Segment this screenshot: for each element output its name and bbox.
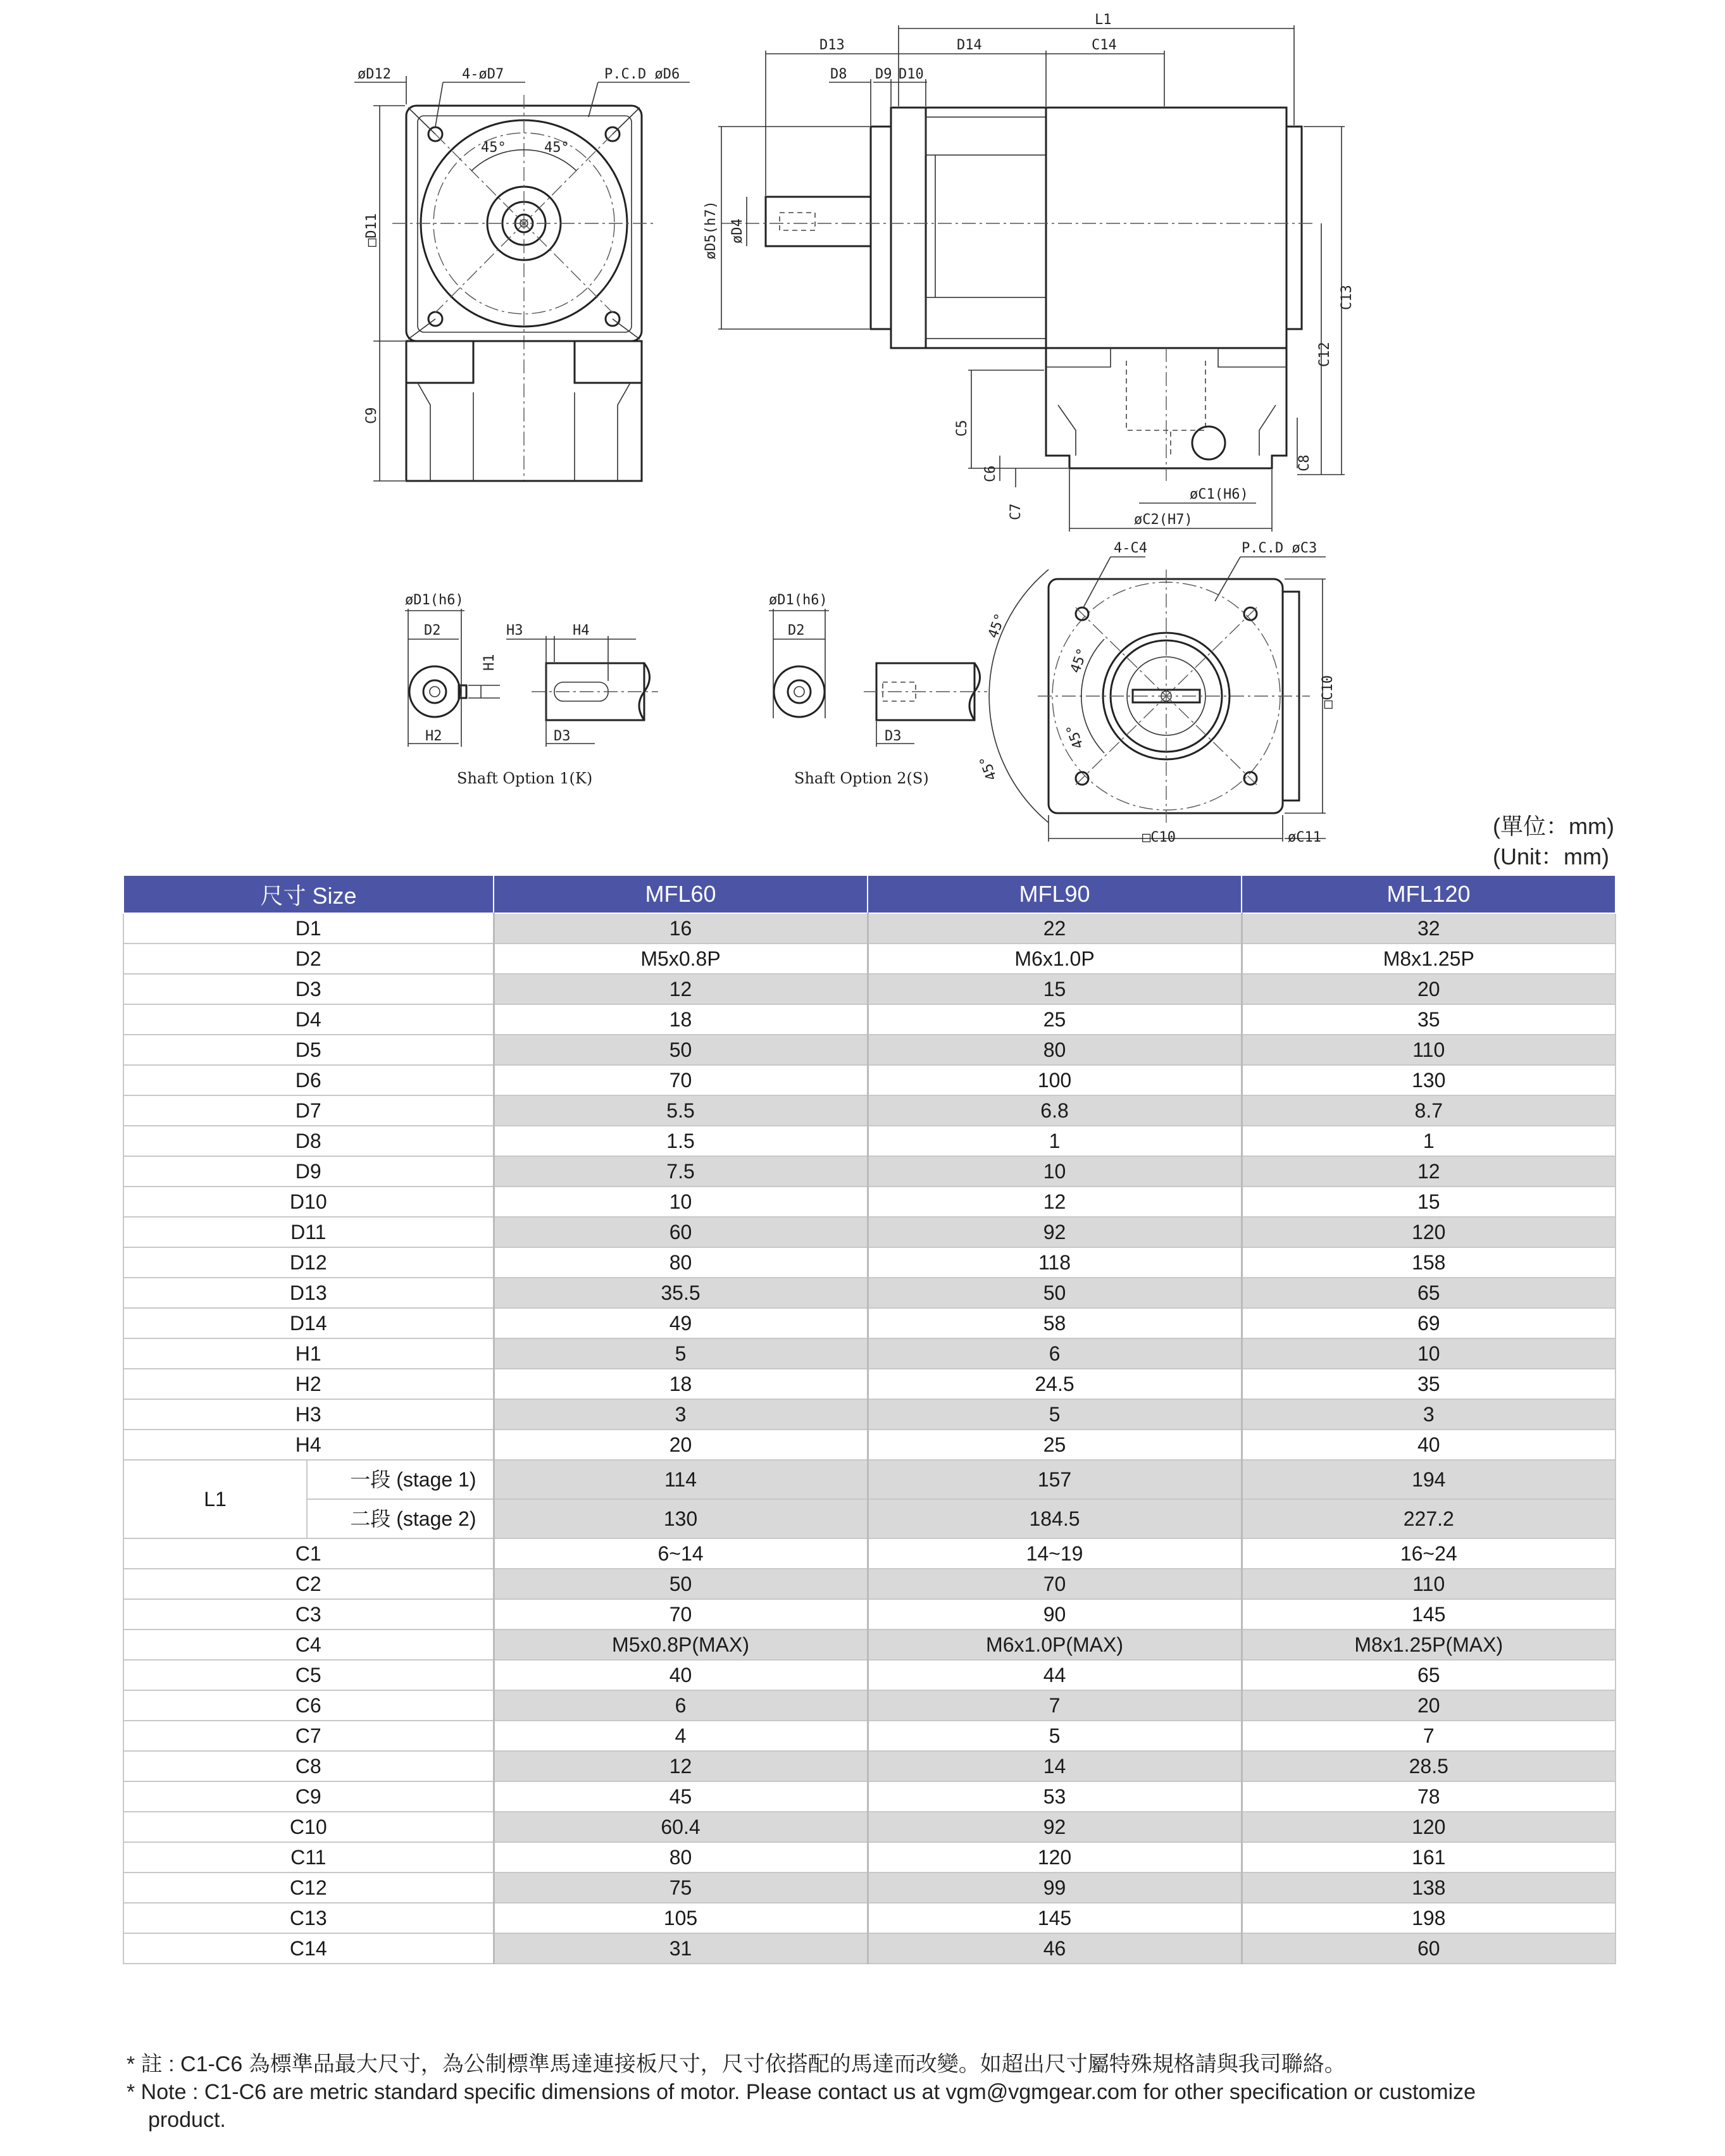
cell-value: 80: [868, 1035, 1242, 1065]
cell-value: 49: [494, 1308, 868, 1338]
cell-value: 120: [868, 1842, 1242, 1872]
row-label: D3: [123, 974, 494, 1004]
table-row: [123, 1430, 1616, 1460]
cell-value: 100: [868, 1065, 1242, 1095]
cell-value: 18: [494, 1369, 868, 1399]
cell-value: M6x1.0P(MAX): [868, 1629, 1242, 1660]
cell-value: 22: [868, 913, 1242, 944]
cell-value: 10: [1242, 1338, 1616, 1369]
cell-value: 12: [1242, 1156, 1616, 1187]
cell-value: 99: [868, 1872, 1242, 1903]
cell-value: 114: [494, 1460, 868, 1499]
cell-value: 70: [868, 1569, 1242, 1599]
cell-value: 110: [1242, 1035, 1616, 1065]
s1-label-h2: H2: [425, 728, 442, 744]
row-label: C3: [123, 1599, 494, 1629]
cell-value: 20: [1242, 974, 1616, 1004]
row-label: D5: [123, 1035, 494, 1065]
cell-value: 6: [494, 1690, 868, 1721]
cell-value: 70: [494, 1599, 868, 1629]
table-row: [123, 1278, 1616, 1308]
note-en-line1: * Note : C1-C6 are metric standard specific dimensions of motor. Please contact us at vgm@vgmgear.com for other specification or customize: [127, 2080, 1476, 2104]
table-row: [123, 1872, 1616, 1903]
row-label: C9: [123, 1781, 494, 1812]
cell-value: 75: [494, 1872, 868, 1903]
cell-value: 7: [1242, 1721, 1616, 1751]
table-row: [123, 1599, 1616, 1629]
stage1-label: 一段 (stage 1): [307, 1460, 494, 1499]
s1-label-h1: H1: [482, 654, 497, 671]
cell-value: 194: [1242, 1460, 1616, 1499]
table-row: [123, 1629, 1616, 1660]
cell-value: 92: [868, 1217, 1242, 1247]
cell-value: 6.8: [868, 1095, 1242, 1126]
cell-value: 145: [1242, 1599, 1616, 1629]
row-label: C4: [123, 1629, 494, 1660]
cell-value: 18: [494, 1004, 868, 1035]
s1-label-d2: D2: [424, 623, 441, 639]
label-c6: C6: [983, 465, 999, 482]
note-en-line2: product.: [148, 2108, 226, 2132]
cell-value: 158: [1242, 1247, 1616, 1278]
table-row: [123, 1247, 1616, 1278]
table-row: [123, 1690, 1616, 1721]
cell-value: 35.5: [494, 1278, 868, 1308]
table-row: [123, 1004, 1616, 1035]
footnotes: [127, 2050, 1607, 2134]
cell-value: 35: [1242, 1369, 1616, 1399]
cell-value: 90: [868, 1599, 1242, 1629]
cell-value: 161: [1242, 1842, 1616, 1872]
cell-value: 6: [868, 1338, 1242, 1369]
units-note: [1493, 811, 1614, 872]
table-row: [123, 1812, 1616, 1842]
cell-value: 7: [868, 1690, 1242, 1721]
cell-value: 44: [868, 1660, 1242, 1690]
cell-value: 1.5: [494, 1126, 868, 1156]
cell-value: 50: [868, 1278, 1242, 1308]
cell-value: 5: [868, 1399, 1242, 1430]
row-label: D2: [123, 944, 494, 974]
cell-value: 50: [494, 1035, 868, 1065]
row-label: D9: [123, 1156, 494, 1187]
cell-value: 92: [868, 1812, 1242, 1842]
s2-label-d1: øD1(h6): [769, 592, 828, 608]
label-angle-b: 45°: [544, 140, 570, 156]
mf-label-angle-b: 45°: [976, 753, 1000, 783]
label-d7: 4-øD7: [462, 66, 504, 82]
mf-label-angle-c: 45°: [1068, 646, 1092, 676]
table-row: [123, 1187, 1616, 1217]
dimension-table: [123, 875, 1616, 1964]
cell-value: 4: [494, 1721, 868, 1751]
label-c9: C9: [364, 407, 380, 424]
cell-value: 7.5: [494, 1156, 868, 1187]
cell-value: 40: [1242, 1430, 1616, 1460]
cell-value: 20: [1242, 1690, 1616, 1721]
cell-value: M6x1.0P: [868, 944, 1242, 974]
cell-value: 45: [494, 1781, 868, 1812]
mf-label-c11: øC11: [1288, 830, 1321, 845]
row-label: C14: [123, 1933, 494, 1964]
header-mfl90: MFL90: [868, 875, 1242, 913]
cell-value: 31: [494, 1933, 868, 1964]
label-d10: D10: [899, 66, 924, 82]
table-row: [123, 1660, 1616, 1690]
shaft-option-2: [769, 592, 987, 787]
label-c7: C7: [1008, 503, 1024, 520]
shaft-option-2-caption: Shaft Option 2(S): [794, 770, 929, 787]
row-label: H1: [123, 1338, 494, 1369]
label-d12: øD12: [358, 66, 391, 82]
label-c2: øC2(H7): [1134, 512, 1193, 528]
row-label: D6: [123, 1065, 494, 1095]
cell-value: 12: [494, 974, 868, 1004]
cell-value: 80: [494, 1842, 868, 1872]
table-row: [123, 1035, 1616, 1065]
cell-value: M5x0.8P(MAX): [494, 1629, 868, 1660]
table-row: [123, 1933, 1616, 1964]
s1-label-d1: øD1(h6): [405, 592, 464, 608]
cell-value: 1: [868, 1126, 1242, 1156]
row-label: C13: [123, 1903, 494, 1933]
header-mfl120: MFL120: [1242, 875, 1616, 913]
shaft-option-1-caption: Shaft Option 1(K): [457, 770, 593, 787]
row-label: C10: [123, 1812, 494, 1842]
label-d9: D9: [875, 66, 892, 82]
header-size: 尺寸 Size: [123, 875, 494, 913]
table-row: [123, 974, 1616, 1004]
cell-value: 8.7: [1242, 1095, 1616, 1126]
cell-value: 12: [868, 1187, 1242, 1217]
cell-value: 10: [494, 1187, 868, 1217]
row-label: D11: [123, 1217, 494, 1247]
motor-flange-view: [977, 540, 1336, 845]
label-c5: C5: [954, 420, 970, 437]
mf-label-c10: □C10: [1320, 675, 1336, 709]
cell-value: 5: [494, 1338, 868, 1369]
row-label: H4: [123, 1430, 494, 1460]
table-row: [123, 1156, 1616, 1187]
table-row-l1-stage2: [123, 1499, 1616, 1538]
row-label: D13: [123, 1278, 494, 1308]
row-label: D10: [123, 1187, 494, 1217]
s2-label-d3: D3: [885, 728, 902, 744]
cell-value: 80: [494, 1247, 868, 1278]
table-row: [123, 1842, 1616, 1872]
label-d14: D14: [957, 37, 982, 53]
cell-value: 28.5: [1242, 1751, 1616, 1781]
cell-value: 25: [868, 1430, 1242, 1460]
shaft-option-1: [405, 592, 658, 787]
table-row: [123, 1217, 1616, 1247]
cell-value: 58: [868, 1308, 1242, 1338]
cell-value: 130: [494, 1499, 868, 1538]
label-c12: C12: [1317, 342, 1333, 367]
label-c1: øC1(H6): [1190, 487, 1249, 502]
row-label: H2: [123, 1369, 494, 1399]
cell-value: 110: [1242, 1569, 1616, 1599]
cell-value: 70: [494, 1065, 868, 1095]
cell-value: 65: [1242, 1278, 1616, 1308]
label-d5: øD5(h7): [703, 201, 719, 259]
note-zh: * 註 : C1-C6 為標準品最大尺寸，為公制標準馬達連接板尺寸，尺寸依搭配的馬達而改變。如超出尺寸屬特殊規格請與我司聯絡。: [127, 2052, 1346, 2076]
label-c13: C13: [1339, 285, 1355, 310]
cell-value: 69: [1242, 1308, 1616, 1338]
header-mfl60: MFL60: [494, 875, 868, 913]
cell-value: 60: [494, 1217, 868, 1247]
mf-label-c3: P.C.D øC3: [1242, 540, 1317, 556]
stage2-label: 二段 (stage 2): [307, 1499, 494, 1538]
cell-value: 184.5: [868, 1499, 1242, 1538]
row-label: C2: [123, 1569, 494, 1599]
cell-value: 20: [494, 1430, 868, 1460]
table-body-top: [123, 913, 1616, 1460]
mf-label-c10-bottom: □C10: [1142, 830, 1176, 845]
s2-label-d2: D2: [788, 623, 805, 639]
cell-value: M5x0.8P: [494, 944, 868, 974]
cell-value: M8x1.25P: [1242, 944, 1616, 974]
row-label: C11: [123, 1842, 494, 1872]
mf-label-angle-d: 45°: [1063, 721, 1087, 751]
cell-value: 3: [494, 1399, 868, 1430]
table-row: [123, 1065, 1616, 1095]
cell-value: 60: [1242, 1933, 1616, 1964]
label-d11: □D11: [364, 213, 380, 247]
mf-label-angle-a: 45°: [985, 611, 1009, 641]
cell-value: 3: [1242, 1399, 1616, 1430]
row-label: C1: [123, 1538, 494, 1569]
cell-value: 5: [868, 1721, 1242, 1751]
row-label: C5: [123, 1660, 494, 1690]
cell-value: 14~19: [868, 1538, 1242, 1569]
front-view: [354, 66, 690, 481]
table-row: [123, 913, 1616, 944]
technical-drawing: [0, 0, 1725, 848]
cell-value: 130: [1242, 1065, 1616, 1095]
cell-value: M8x1.25P(MAX): [1242, 1629, 1616, 1660]
cell-value: 105: [494, 1903, 868, 1933]
cell-value: 40: [494, 1660, 868, 1690]
label-d13: D13: [819, 37, 845, 53]
row-label: H3: [123, 1399, 494, 1430]
table-row: [123, 944, 1616, 974]
cell-value: 16: [494, 913, 868, 944]
label-c8: C8: [1297, 454, 1312, 471]
row-label: D4: [123, 1004, 494, 1035]
cell-value: 118: [868, 1247, 1242, 1278]
s1-label-h3: H3: [506, 623, 523, 639]
label-d4: øD4: [730, 218, 745, 244]
cell-value: 198: [1242, 1903, 1616, 1933]
cell-value: 120: [1242, 1812, 1616, 1842]
table-row-l1-stage1: [123, 1460, 1616, 1499]
table-header-row: [123, 875, 1616, 913]
row-label: D1: [123, 913, 494, 944]
cell-value: 120: [1242, 1217, 1616, 1247]
cell-value: 35: [1242, 1004, 1616, 1035]
row-label: C8: [123, 1751, 494, 1781]
row-label: C12: [123, 1872, 494, 1903]
table-row: [123, 1721, 1616, 1751]
table-row: [123, 1903, 1616, 1933]
label-d8: D8: [830, 66, 847, 82]
label-d6: P.C.D øD6: [604, 66, 680, 82]
table-body-l1: [123, 1460, 1616, 1538]
cell-value: 46: [868, 1933, 1242, 1964]
cell-value: 15: [1242, 1187, 1616, 1217]
cell-value: 32: [1242, 913, 1616, 944]
table-row: [123, 1569, 1616, 1599]
cell-value: 78: [1242, 1781, 1616, 1812]
label-c14: C14: [1092, 37, 1117, 53]
row-label: C7: [123, 1721, 494, 1751]
cell-value: 145: [868, 1903, 1242, 1933]
cell-value: 24.5: [868, 1369, 1242, 1399]
row-label: D7: [123, 1095, 494, 1126]
table-row: [123, 1126, 1616, 1156]
cell-value: 1: [1242, 1126, 1616, 1156]
units-zh: (單位：mm): [1493, 813, 1614, 839]
row-label: D12: [123, 1247, 494, 1278]
cell-value: 16~24: [1242, 1538, 1616, 1569]
side-view: [703, 12, 1355, 532]
table-row: [123, 1338, 1616, 1369]
cell-value: 6~14: [494, 1538, 868, 1569]
table-row: [123, 1399, 1616, 1430]
s1-label-d3: D3: [554, 728, 571, 744]
cell-value: 157: [868, 1460, 1242, 1499]
units-en: (Unit：mm): [1493, 844, 1610, 869]
cell-value: 138: [1242, 1872, 1616, 1903]
l1-label: L1: [123, 1460, 307, 1538]
table-row: [123, 1369, 1616, 1399]
table-row: [123, 1751, 1616, 1781]
label-l1: L1: [1095, 12, 1112, 28]
table-row: [123, 1095, 1616, 1126]
label-angle-a: 45°: [481, 140, 506, 156]
cell-value: 50: [494, 1569, 868, 1599]
cell-value: 12: [494, 1751, 868, 1781]
row-label: D8: [123, 1126, 494, 1156]
cell-value: 5.5: [494, 1095, 868, 1126]
cell-value: 14: [868, 1751, 1242, 1781]
row-label: D14: [123, 1308, 494, 1338]
cell-value: 65: [1242, 1660, 1616, 1690]
cell-value: 25: [868, 1004, 1242, 1035]
table-row: [123, 1538, 1616, 1569]
cell-value: 15: [868, 974, 1242, 1004]
table-row: [123, 1781, 1616, 1812]
cell-value: 10: [868, 1156, 1242, 1187]
s1-label-h4: H4: [573, 623, 590, 639]
cell-value: 227.2: [1242, 1499, 1616, 1538]
mf-label-c4: 4-C4: [1114, 540, 1147, 556]
row-label: C6: [123, 1690, 494, 1721]
cell-value: 53: [868, 1781, 1242, 1812]
table-body-bottom: [123, 1538, 1616, 1964]
table-row: [123, 1308, 1616, 1338]
cell-value: 60.4: [494, 1812, 868, 1842]
